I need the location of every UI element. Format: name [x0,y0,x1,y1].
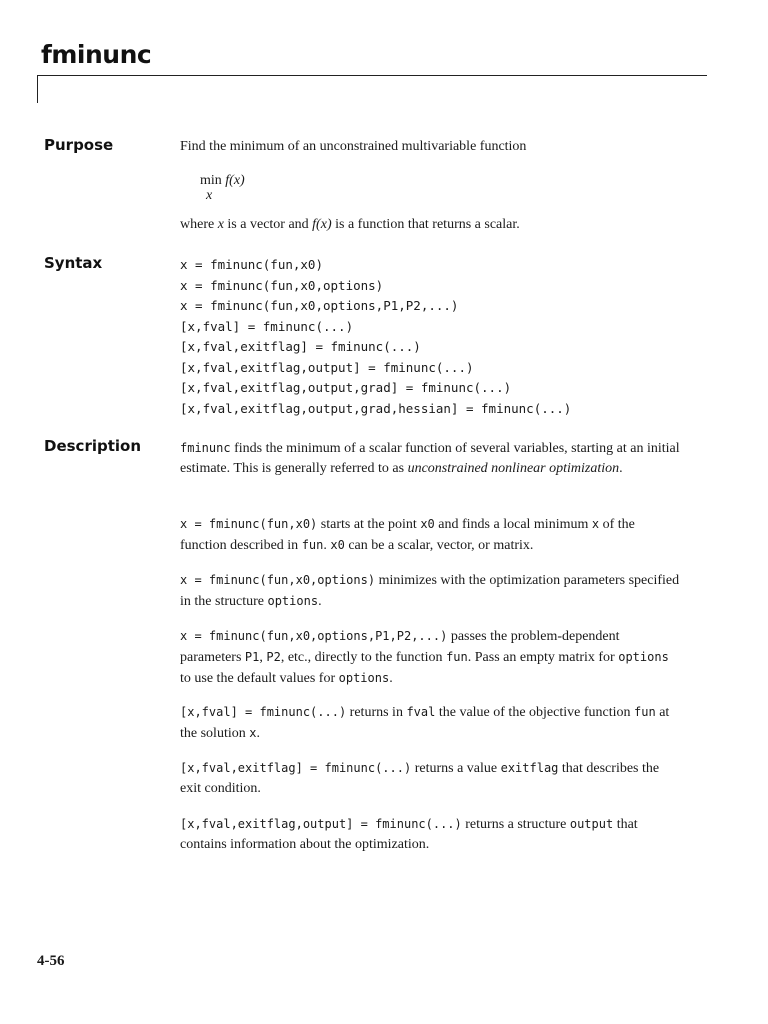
syntax-line: [x,fval,exitflag,output] = fminunc(...) [180,359,474,375]
purpose-where-text: where x is a vector and f(x) is a function that returns a scalar. [180,217,520,232]
description-paragraph-5: [x,fval] = fminunc(...) returns in fval the value of the objective function fun at the solution x. [180,705,670,741]
purpose-text: Find the minimum of an unconstrained multivariable function [180,139,527,154]
section-label-syntax: Syntax [44,254,103,272]
syntax-line: [x,fval,exitflag,output,grad] = fminunc(...) [180,380,512,395]
syntax-line: [x,fval] = fminunc(...) [180,318,354,334]
description-paragraph-1: fminunc finds the minimum of a scalar function of several variables, starting at an initial estimate. This is generally referred to as unconstrained nonlinear optimization. [180,441,680,476]
syntax-line: [x,fval,exitflag,output,grad,hessian] = fminunc(...) [180,400,572,416]
syntax-code-block [180,255,571,419]
syntax-line: x = fminunc(fun,x0,options,P1,P2,...) [180,298,459,313]
page-title: fminunc [41,40,152,69]
section-label-description: Description [44,437,142,455]
description-paragraph-4: x = fminunc(fun,x0,options,P1,P2,...) passes the problem-dependent parameters P1, P2, etc., directly to the function fun. Pass an empty matrix for options to use the default values for options. [180,629,669,686]
formula-min: min [200,173,222,188]
description-paragraph-2: x = fminunc(fun,x0) starts at the point x0 and finds a local minimum x of the function described in fun. x0 can be a scalar, vector, or matrix. [180,517,635,553]
description-paragraph-3: x = fminunc(fun,x0,options) minimizes with the optimization parameters specified in the structure options. [180,573,680,609]
header-rule [37,75,707,76]
section-label-purpose: Purpose [44,136,114,154]
syntax-line: x = fminunc(fun,x0) [180,257,323,272]
description-paragraph-6: [x,fval,exitflag] = fminunc(...) returns a value exitflag that describes the exit condition. [180,761,660,796]
formula-subscript: x [206,188,213,203]
syntax-line: [x,fval,exitflag] = fminunc(...) [180,339,421,354]
header-rule-tick [37,75,38,103]
syntax-line: x = fminunc(fun,x0,options) [180,277,384,293]
description-paragraph-7: [x,fval,exitflag,output] = fminunc(...) returns a structure output that contains information about the optimization. [180,817,638,852]
formula-function: f(x) [225,173,245,188]
page-number: 4-56 [37,953,65,969]
